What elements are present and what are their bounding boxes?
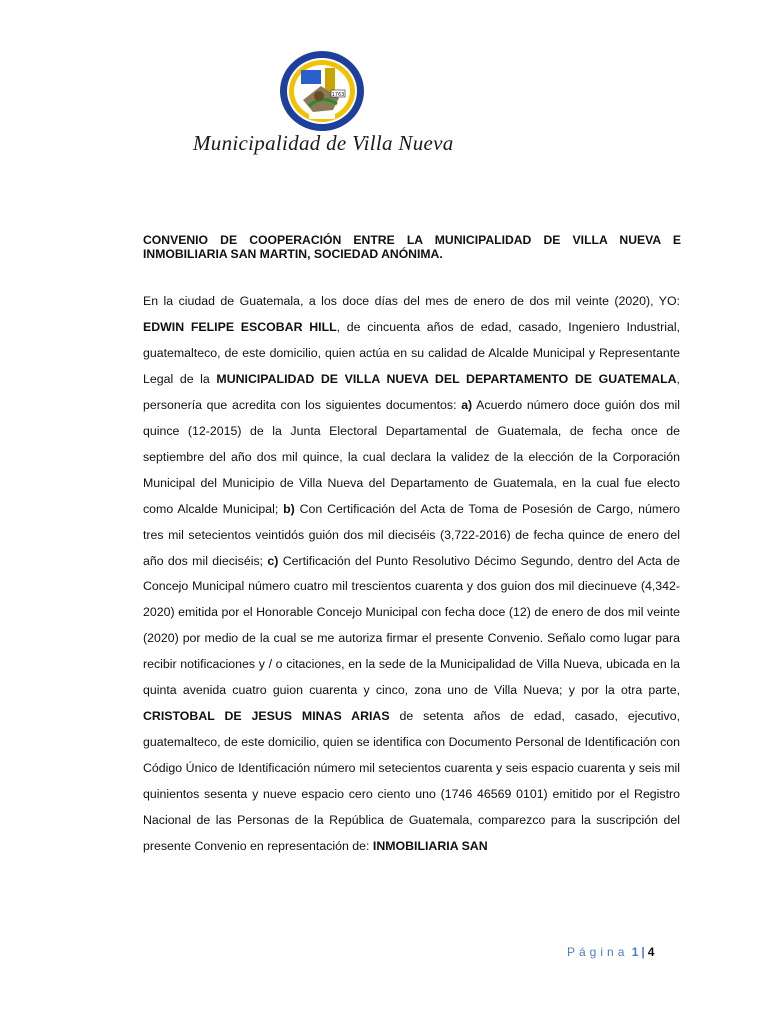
body-text-segment: , de cincuenta años de edad, casado, Ingeniero Industrial, guatemalteco, de este domicilio, quien actúa en su calidad de Alcalde Municipal y Representante Legal de la — [143, 319, 680, 386]
item-marker-b: b) — [283, 501, 295, 516]
company-name: INMOBILIARIA SAN — [372, 839, 488, 854]
body-text-segment: En la ciudad de Guatemala, a los doce días del mes de enero de dos mil veinte (2020), YO: — [143, 294, 680, 308]
page-total: 4 — [647, 945, 655, 959]
body-text-segment: de setenta años de edad, casado, ejecutivo, guatemalteco, de este domicilio, quien se identifica con Documento Personal de Identificación con Código Único de Identificación número mil setecientos cuarenta y seis espacio cuarenta y seis mil quinientos sesenta y nueve espacio cero ciento uno (1746 46569 0101) emitido por el Registro Nacional de las Personas de la República de Guatemala, comparezco para la suscripción del presente Convenio en representación de: — [143, 709, 680, 854]
item-marker-c: c) — [267, 553, 279, 568]
body-text-segment: Con Certificación del Acta de Toma de Posesión de Cargo, número tres mil setecientos veintidós guión dos mil dieciséis (3,722-2016) de fecha quince de enero del año dos mil dieciséis; — [143, 501, 680, 568]
municipal-seal — [279, 50, 365, 132]
item-marker-a: a) — [461, 397, 473, 412]
page-footer — [567, 945, 654, 959]
counterparty-name: CRISTOBAL DE JESUS MINAS ARIAS — [143, 709, 390, 724]
institution-name: MUNICIPALIDAD DE VILLA NUEVA DEL DEPARTAMENTO DE GUATEMALA — [216, 371, 677, 386]
signatory-name: EDWIN FELIPE ESCOBAR HILL — [143, 319, 337, 334]
seal-year: 1763 — [331, 92, 345, 98]
seal-emblem-icon — [279, 50, 365, 132]
page-label: Página — [567, 945, 629, 959]
document-title: CONVENIO DE COOPERACIÓN ENTRE LA MUNICIPALIDAD DE VILLA NUEVA E INMOBILIARIA SAN MARTIN, SOCIEDAD ANÓNIMA. — [143, 233, 681, 261]
body-text-segment: Acuerdo número doce guión dos mil quince (12-2015) de la Junta Electoral Departamental de Guatemala, de fecha once de septiembre del año dos mil quince, la cual declara la validez de la elección de la Corporación Municipal del Municipio de Villa Nueva del Departamento de Guatemala, en la cual fue electo como Alcalde Municipal; — [143, 397, 680, 516]
page-number: 1 — [631, 945, 639, 959]
body-paragraph — [143, 289, 680, 860]
municipality-name: Municipalidad de Villa Nueva — [193, 131, 454, 155]
body-text-segment: , personería que acredita con los siguientes documentos: — [143, 371, 680, 412]
page-separator: | — [641, 945, 645, 959]
document-body — [143, 289, 680, 860]
body-text-segment: Certificación del Punto Resolutivo Décimo Segundo, dentro del Acta de Concejo Municipal número cuatro mil trescientos cuarenta y dos guion dos mil diecinueve (4,342-2020) emitida por el Honorable Concejo Municipal con fecha doce (12) de enero de dos mil veinte (2020) por medio de la cual se me autoriza firmar el presente Convenio. Señalo como lugar para recibir notificaciones y / o citaciones, en la sede de la Municipalidad de Villa Nueva, ubicada en la quinta avenida cuatro guion cuarenta y cinco, zona uno de Villa Nueva; y por la otra parte, — [143, 553, 680, 698]
